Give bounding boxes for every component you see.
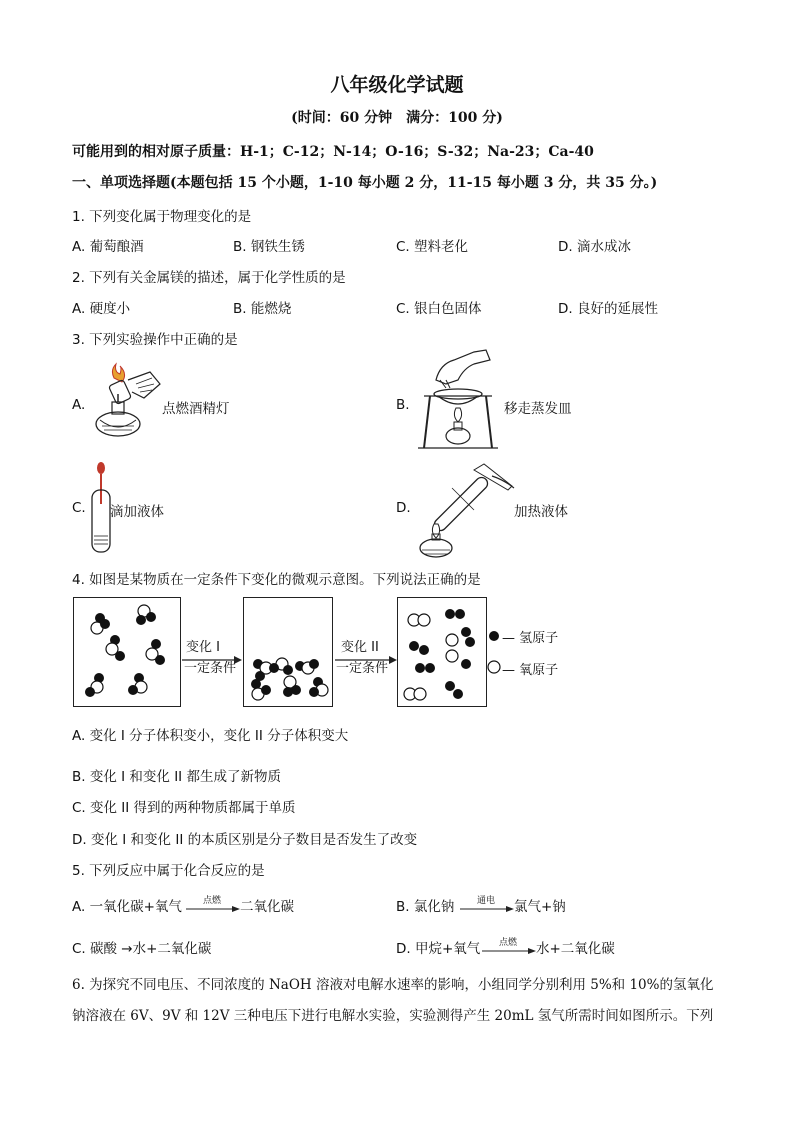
q3-letter-c: C. xyxy=(72,500,86,516)
q1-option-a: A. 葡萄酿酒 xyxy=(72,239,144,255)
q5-option-a-condition: 点燃 xyxy=(202,896,221,906)
question-1-stem: 1. 下列变化属于物理变化的是 xyxy=(72,209,252,225)
page-title: 八年级化学试题 xyxy=(330,74,464,96)
q4-option-b: B. 变化 I 和变化 II 都生成了新物质 xyxy=(72,769,281,785)
molecules-final xyxy=(398,598,488,708)
change-1-label: 变化 I xyxy=(186,640,220,655)
q2-option-c: C. 银白色固体 xyxy=(396,301,482,317)
q5-option-b-products: 氯气+钠 xyxy=(514,899,566,915)
q2-option-b: B. 能燃烧 xyxy=(233,301,292,317)
q4-option-a: A. 变化 I 分子体积变小，变化 II 分子体积变大 xyxy=(72,728,349,744)
question-5-stem: 5. 下列反应中属于化合反应的是 xyxy=(72,863,265,879)
q3-caption-d: 加热液体 xyxy=(514,504,568,520)
alcohol-lamp-lighting-illustration xyxy=(92,362,164,442)
diagram-box-final xyxy=(397,597,487,707)
heating-liquid-illustration xyxy=(412,458,516,558)
q5-option-d-products: 水+二氧化碳 xyxy=(536,941,615,957)
change-2-label: 变化 II xyxy=(341,640,379,655)
legend-hydrogen: — 氢原子 xyxy=(502,631,559,646)
q5-option-a-product: 二氧化碳 xyxy=(240,899,294,915)
q1-option-b: B. 钢铁生锈 xyxy=(233,239,305,255)
q3-caption-a: 点燃酒精灯 xyxy=(162,401,230,417)
q1-option-c: C. 塑料老化 xyxy=(396,239,469,255)
q3-letter-d: D. xyxy=(396,500,411,516)
change-2-condition: 一定条件 xyxy=(336,661,389,676)
question-2-stem: 2. 下列有关金属镁的描述，属于化学性质的是 xyxy=(72,270,346,286)
change-1-condition: 一定条件 xyxy=(184,661,237,676)
dropper-adding-liquid-illustration xyxy=(90,460,112,556)
q2-option-a: A. 硬度小 xyxy=(72,301,131,317)
question-6-line-1: 6. 为探究不同电压、不同浓度的 NaOH 溶液对电解水速率的影响，小组同学分别利用 5%和 10%的氢氧化 xyxy=(72,977,714,993)
question-4-stem: 4. 如图是某物质在一定条件下变化的微观示意图。下列说法正确的是 xyxy=(72,572,481,588)
q5-option-d-arrow xyxy=(482,947,536,955)
q5-option-a-reactants: A. 一氧化碳+氧气 xyxy=(72,899,182,915)
q3-letter-b: B. xyxy=(396,397,410,413)
diagram-box-initial xyxy=(73,597,181,707)
q5-option-d-reactants: D. 甲烷+氧气 xyxy=(396,941,481,957)
q5-option-b-condition: 通电 xyxy=(476,896,495,906)
q4-option-d: D. 变化 I 和变化 II 的本质区别是分子数目是否发生了改变 xyxy=(72,832,418,848)
evaporating-dish-removal-illustration xyxy=(416,350,500,452)
q3-caption-b: 移走蒸发皿 xyxy=(504,401,572,417)
q3-caption-c: 滴加液体 xyxy=(110,504,164,520)
question-6-line-2: 钠溶液在 6V、9V 和 12V 三种电压下进行电解水实验，实验测得产生 20mL 氢气所需时间如图所示。下列 xyxy=(72,1008,714,1024)
diagram-box-middle xyxy=(243,597,333,707)
q5-option-a-arrow xyxy=(186,905,240,913)
atomic-masses: 可能用到的相对原子质量：H-1；C-12；N-14；O-16；S-32；Na-23；Ca-40 xyxy=(72,144,594,160)
q5-option-b-arrow xyxy=(460,905,514,913)
section-heading: 一、单项选择题(本题包括 15 个小题，1-10 每小题 2 分，11-15 每小题 3 分，共 35 分。) xyxy=(72,175,658,191)
legend-symbols xyxy=(488,630,502,674)
q4-option-c: C. 变化 II 得到的两种物质都属于单质 xyxy=(72,800,296,816)
legend-oxygen: — 氧原子 xyxy=(502,663,559,678)
q5-option-d-condition: 点燃 xyxy=(498,938,517,948)
q1-option-d: D. 滴水成冰 xyxy=(558,239,631,255)
q5-option-c: C. 碳酸 →水+二氧化碳 xyxy=(72,941,212,957)
q5-option-b-reactants: B. 氯化钠 xyxy=(396,899,455,915)
page-subtitle: (时间：60 分钟 满分：100 分) xyxy=(291,110,503,126)
q3-letter-a: A. xyxy=(72,397,86,413)
molecules-middle xyxy=(244,598,334,708)
q2-option-d: D. 良好的延展性 xyxy=(558,301,658,317)
molecules-initial xyxy=(74,598,182,708)
question-3-stem: 3. 下列实验操作中正确的是 xyxy=(72,332,238,348)
